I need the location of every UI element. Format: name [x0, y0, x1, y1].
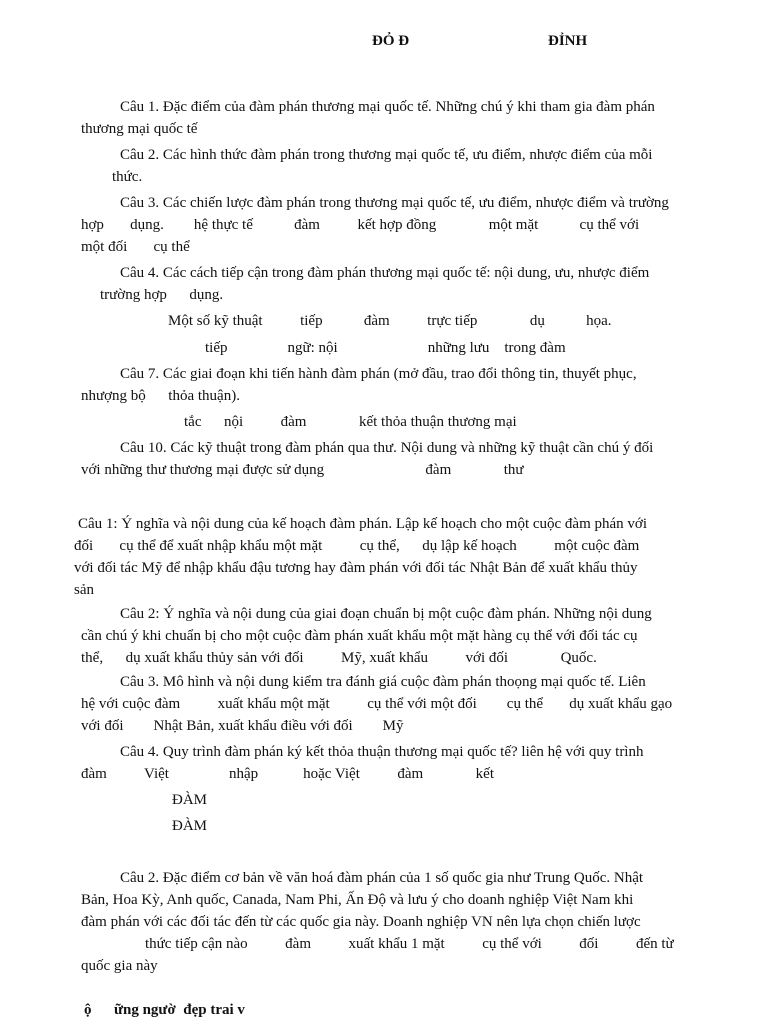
page-title-right: ĐỈNH [548, 33, 588, 49]
text-line: thương mại quốc tế [81, 121, 198, 137]
text-line: cần chú ý khi chuẩn bị cho một cuộc đàm phán xuất khẩu một mặt hàng cụ thể với đối tác cụ [81, 628, 638, 644]
text-line: Câu 1: Ý nghĩa và nội dung của kế hoạch đàm phán. Lập kế hoạch cho một cuộc đàm phán với [78, 516, 648, 532]
text-line: đàm phán với các đối tác đến từ các quốc gia này. Doanh nghiệp VN nên lựa chọn chiến lược [81, 914, 641, 930]
text-line: Một số kỹ thuật tiếp đàm trực tiếp dụ họa. [168, 313, 612, 329]
text-line: hợp dụng. hệ thực tế đàm kết hợp đồng một mặt cụ thể với [81, 217, 640, 233]
text-line: sản [74, 582, 94, 598]
text-line: với đối tác Mỹ để nhập khẩu đậu tương hay đàm phán với đối tác Nhật Bản để xuất khẩu thủy [74, 560, 638, 576]
text-line: Câu 3. Các chiến lược đàm phán trong thương mại quốc tế, ưu điểm, nhược điểm và trường [120, 195, 669, 211]
text-line: Câu 4. Quy trình đàm phán ký kết thỏa thuận thương mại quốc tế? liên hệ với quy trình [120, 744, 644, 760]
text-line: đàm Việt nhập hoặc Việt đàm kết [81, 766, 495, 782]
text-line: Câu 4. Các cách tiếp cận trong đàm phán thương mại quốc tế: nội dung, ưu, nhược điểm [120, 265, 650, 281]
footer-line: ộ ững ngườ đẹp trai v [84, 1002, 245, 1018]
text-line: Câu 7. Các giai đoạn khi tiến hành đàm phán (mở đầu, trao đổi thông tin, thuyết phục, [120, 366, 637, 382]
text-line: Câu 10. Các kỹ thuật trong đàm phán qua thư. Nội dung và những kỹ thuật cần chú ý đối [120, 440, 654, 456]
text-line: ĐÀM [172, 818, 208, 834]
text-line: Câu 2: Ý nghĩa và nội dung của giai đoạn chuẩn bị một cuộc đàm phán. Những nội dung [120, 606, 652, 622]
text-line: trường hợp dụng. [100, 287, 224, 303]
text-line: Bản, Hoa Kỳ, Anh quốc, Canada, Nam Phi, Ấn Độ và lưu ý cho doanh nghiệp Việt Nam khi [81, 892, 634, 908]
text-line: thức tiếp cận nào đàm xuất khẩu 1 mặt cụ thể với đối đến từ [145, 936, 674, 952]
text-line: với đối Nhật Bản, xuất khẩu điều với đối Mỹ [81, 718, 404, 734]
text-line: ĐÀM [172, 792, 208, 808]
text-line: một đối cụ thể [81, 239, 190, 255]
text-line: tiếp ngữ: nội những lưu trong đàm [205, 340, 566, 356]
text-line: thể, dụ xuất khẩu thủy sản với đối Mỹ, xuất khẩu với đối Quốc. [81, 650, 597, 666]
text-line: thức. [112, 169, 143, 185]
text-line: với những thư thương mại được sử dụng đàm thư [81, 462, 524, 478]
text-line: Câu 2. Đặc điểm cơ bản về văn hoá đàm phán của 1 số quốc gia như Trung Quốc. Nhật [120, 870, 644, 886]
text-line: Câu 2. Các hình thức đàm phán trong thương mại quốc tế, ưu điểm, nhược điểm của mỗi [120, 147, 653, 163]
page-title-left: ĐỎ Đ [372, 33, 410, 49]
text-line: tắc nội đàm kết thỏa thuận thương mại [184, 414, 517, 430]
text-line: hệ với cuộc đàm xuất khẩu một mặt cụ thể với một đối cụ thể dụ xuất khẩu gạo [81, 696, 673, 712]
text-line: Câu 3. Mô hình và nội dung kiểm tra đánh giá cuộc đàm phán thoọng mại quốc tế. Liên [120, 674, 646, 690]
text-line: quốc gia này [81, 958, 158, 974]
text-line: nhượng bộ thỏa thuận). [81, 388, 240, 404]
text-line: đối cụ thể để xuất nhập khẩu một mặt cụ thể, dụ lập kế hoạch một cuộc đàm [74, 538, 640, 554]
text-line: Câu 1. Đặc điểm của đàm phán thương mại quốc tế. Những chú ý khi tham gia đàm phán [120, 99, 655, 115]
